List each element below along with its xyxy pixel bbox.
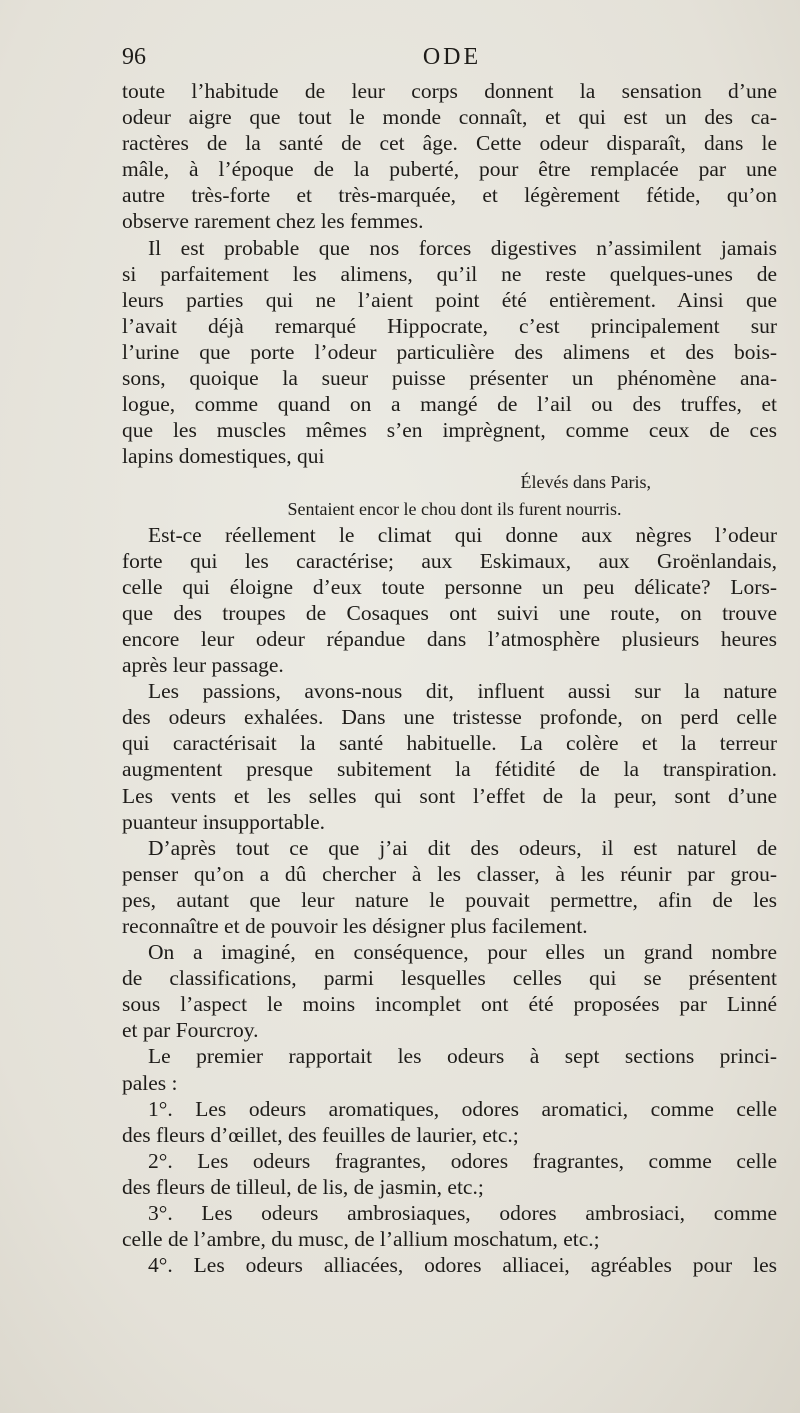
text-line: leurs parties qui ne l’aient point été entièrement. Ainsi que [122, 287, 777, 312]
text-line: D’après tout ce que j’ai dit des odeurs, il est naturel de [148, 835, 777, 860]
text-line: puanteur insupportable. [122, 809, 326, 834]
text-line: penser qu’on a dû chercher à les classer, à les réunir par grou- [122, 861, 777, 886]
text-line: reconnaître et de pouvoir les désigner plus facilement. [122, 914, 588, 938]
text-line: augmentent presque subitement la fétidité de la transpiration. [122, 757, 777, 782]
text-line: mâle, à l’époque de la puberté, pour être remplacée par une [122, 157, 777, 182]
text-line: lapins domestiques, qui [122, 444, 325, 469]
text-line: sons, quoique la sueur puisse présenter un phénomène ana- [122, 366, 777, 391]
verse-quote-line: Sentaient encor le chou dont ils furent nourris. [287, 498, 622, 519]
text-line: observe rarement chez les femmes. [122, 209, 424, 234]
text-line: celle de l’ambre, du musc, de l’allium moschatum, etc.; [122, 1227, 600, 1252]
text-line: toute l’habitude de leur corps donnent la sensation d’une [122, 79, 777, 103]
text-line: encore leur odeur répandue dans l’atmosphère plusieurs heures [122, 626, 777, 651]
page-title: ODE [422, 44, 482, 70]
text-line: sous l’aspect le moins incomplet ont été proposées par Linné [122, 992, 777, 1017]
text-line: autre très-forte et très-marquée, et légèrement fétide, qu’on [122, 183, 777, 208]
text-line: si parfaitement les alimens, qu’il ne reste quelques-unes de [122, 261, 777, 286]
text-line: que des troupes de Cosaques ont suivi une route, on trouve [122, 600, 777, 625]
text-line: l’avait déjà remarqué Hippocrate, c’est principalement sur [122, 313, 777, 338]
text-line: Les vents et les selles qui sont l’effet de la peur, sont d’une [122, 783, 777, 808]
text-line: ractères de la santé de cet âge. Cette odeur disparaît, dans le [122, 131, 777, 156]
text-line: des fleurs d’œillet, des feuilles de laurier, etc.; [122, 1122, 519, 1147]
text-line: Les passions, avons-nous dit, influent aussi sur la nature [148, 679, 777, 704]
text-line: et par Fourcroy. [122, 1018, 259, 1043]
text-line: 3°. Les odeurs ambrosiaques, odores ambrosiaci, comme [148, 1201, 777, 1226]
text-line: de classifications, parmi lesquelles celles qui se présentent [122, 966, 777, 991]
text-line: que les muscles mêmes s’en imprègnent, comme ceux de ces [122, 418, 777, 443]
text-line: odeur aigre que tout le monde connaît, et qui est un des ca- [122, 105, 777, 130]
text-line: celle qui éloigne d’eux toute personne un peu délicate? Lors- [122, 574, 777, 599]
text-line: des fleurs de tilleul, de lis, de jasmin, etc.; [122, 1174, 484, 1199]
blank-lower-margin [0, 1270, 800, 1413]
text-line: forte qui les caractérise; aux Eskimaux, aux Groënlandais, [122, 548, 777, 573]
text-line: Le premier rapportait les odeurs à sept sections princi- [148, 1044, 777, 1069]
text-line: pales : [122, 1070, 178, 1095]
text-line: 2°. Les odeurs fragrantes, odores fragrantes, comme celle [148, 1148, 777, 1173]
text-line: l’urine que porte l’odeur particulière des alimens et des bois- [122, 339, 777, 364]
page-number: 96 [122, 44, 146, 70]
text-line: des odeurs exhalées. Dans une tristesse profonde, on perd celle [122, 705, 777, 730]
body-text [122, 78, 777, 1278]
running-head [122, 44, 782, 78]
text-line: après leur passage. [122, 653, 284, 678]
verse-quote-line: Élevés dans Paris, [520, 472, 651, 493]
text-line: Est-ce réellement le climat qui donne aux nègres l’odeur [148, 522, 777, 547]
text-line: 1°. Les odeurs aromatiques, odores aromatici, comme celle [148, 1096, 777, 1121]
text-line: On a imaginé, en conséquence, pour elles un grand nombre [148, 940, 777, 965]
text-line: qui caractérisait la santé habituelle. La colère et la terreur [122, 731, 777, 756]
text-line: logue, comme quand on a mangé de l’ail ou des truffes, et [122, 392, 777, 417]
text-line: pes, autant que leur nature le pouvait permettre, afin de les [122, 887, 777, 912]
text-line: Il est probable que nos forces digestives n’assimilent jamais [148, 235, 777, 260]
text-line: 4°. Les odeurs alliacées, odores alliacei, agréables pour les [148, 1253, 777, 1278]
